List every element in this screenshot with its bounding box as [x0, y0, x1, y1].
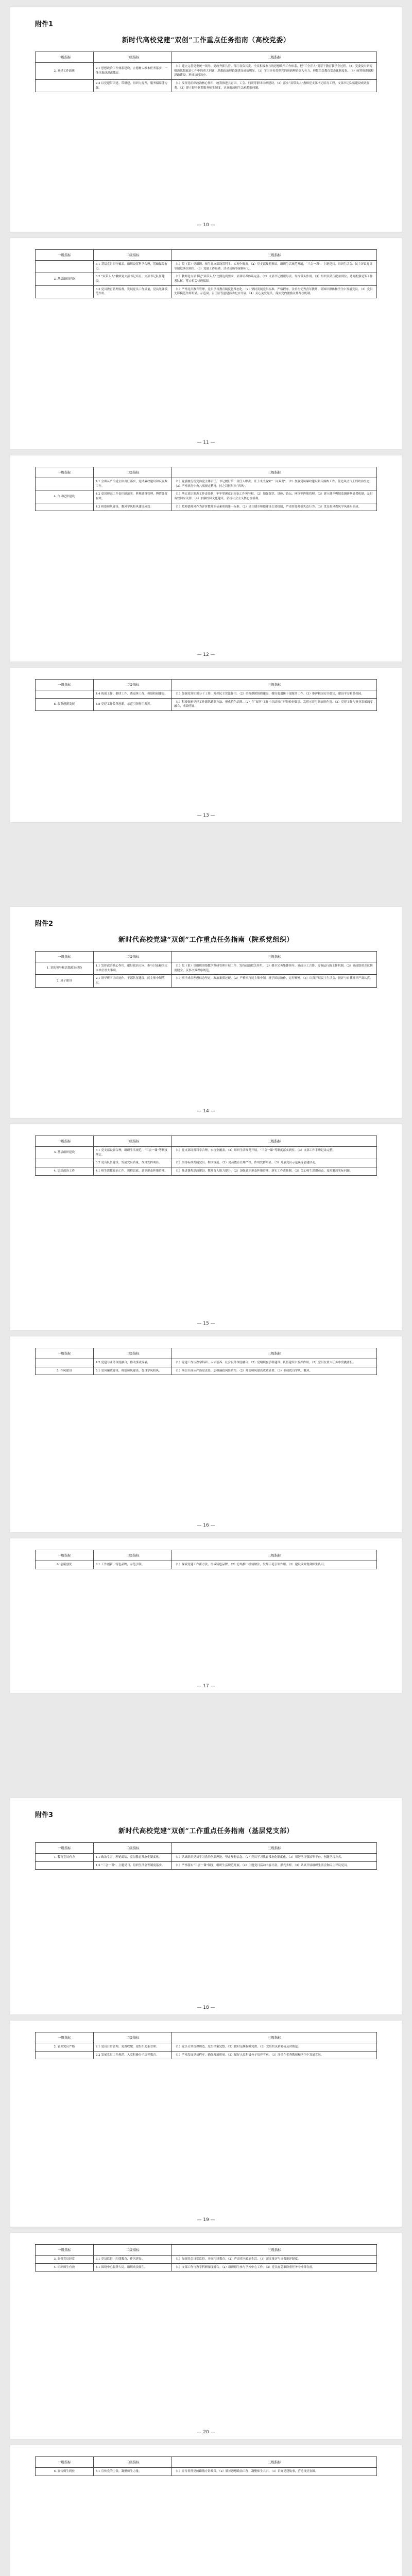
- column-header: 二级指标: [93, 2245, 171, 2256]
- level3-cell: （1）发挥党组织政治核心作用，统筹推进共青团、工会、妇联等群团组织建设。（2）落实“双带头人”教师党支部书记培育工程，支部书记队伍建设成效显著。（3）建立健全联系服务师生制度，认真解决师生急难愁盼问题。: [172, 79, 377, 92]
- table-row: [36, 2468, 377, 2476]
- level1-cell: [36, 1359, 94, 1367]
- level2-cell: 4.2 党建与业务深度融合，推动事业发展。: [93, 1359, 171, 1367]
- level3-cell: （1）建立完善党委统一领导、党政齐抓共管、部门各负其责、全员积极参与的思想政治工作体系，把“三全育人”贯穿于教育教学全过程。（2）党委及时研究解决思想政治工作中的重大问题，思想政治理论课建设成效明显。（3）学习宣传贯彻党的创新理论深入有力，理想信念教育常态化制度化。（4）统筹推进课程思政建设，形成协同效应。: [172, 63, 377, 80]
- level3-cell: （1）加强党外知识分子工作，发挥民主党派作用。（2）重视群团组织建设，做好离退休干部服务工作。（3）维护校园安全稳定，建设平安和谐校园。: [172, 690, 377, 699]
- level1-cell: [36, 261, 94, 273]
- level1-cell: 1. 教育党员有力: [36, 1854, 94, 1862]
- column-header: 一级指标: [36, 2457, 94, 2468]
- doc-page: [10, 7, 402, 232]
- table-header-row: [36, 1843, 377, 1854]
- doc-page: [10, 1538, 402, 1693]
- page-number: — 20 —: [197, 2430, 215, 2435]
- task-table: [35, 2456, 377, 2476]
- column-header: 一级指标: [36, 1136, 94, 1147]
- column-header: 二级指标: [93, 680, 171, 690]
- level1-cell: 2. 党建工作载体: [36, 63, 94, 80]
- level1-cell: 5. 宣传师生到位: [36, 2468, 94, 2476]
- level3-cell: （1）积极探索党建工作新思路新方法，形成特色品牌。（2）在“双创”工作中总结推广好经验好做法，发挥示范引领辐射作用。（3）党建工作与事业发展深度融合，成效明显。: [172, 698, 377, 710]
- column-header: 三级指标: [172, 1843, 377, 1854]
- task-table: [35, 1348, 377, 1375]
- column-header: 二级指标: [93, 1550, 171, 1561]
- level2-cell: 4.1 师生思想政治工作，课程思政，意识形态阵地管理。: [93, 1167, 171, 1175]
- level2-cell: 1.1 政治学习，理论武装，党员教育常态化制度化。: [93, 1854, 171, 1862]
- level3-cell: （1）推进课程思政建设，教师育人能力提升。（2）加强意识形态阵地管理，落实工作责任制。（3）关心师生思想动态，及时解决实际问题。: [172, 1167, 377, 1175]
- table-row: [36, 975, 377, 987]
- table-header-row: [36, 52, 377, 63]
- doc-page: [10, 1336, 402, 1532]
- level2-cell: 2.1 思想政治工作体系建设，立德树人根本任务落实，一体化推进思政教育。: [93, 63, 171, 80]
- level2-cell: 4.2 意识形态工作责任制落实，阵地建设管理，舆情处置有效。: [93, 490, 171, 503]
- table-row: [36, 2051, 377, 2059]
- task-table: [35, 1136, 377, 1176]
- level2-cell: 4.1 全面从严治党主体责任落实，党风廉政建设和反腐败工作。: [93, 478, 171, 490]
- table-row: [36, 285, 377, 298]
- column-header: 一级指标: [36, 467, 94, 478]
- doc-page: [10, 2233, 402, 2439]
- page-number: — 10 —: [197, 223, 215, 228]
- level1-cell: 3. 基层组织建设: [36, 1147, 94, 1159]
- table-row: [36, 63, 377, 80]
- level3-cell: （1）落实全面从严治党责任，加强廉政风险防控。（2）师德师风建设成效显著。（3）形成优良学风、教风。: [172, 1367, 377, 1375]
- page-number: — 15 —: [197, 1321, 215, 1326]
- table-row: [36, 962, 377, 975]
- task-table: [35, 2032, 377, 2059]
- task-table: [35, 1550, 377, 1569]
- column-header: 一级指标: [36, 2245, 94, 2256]
- level1-cell: 4. 组织师生有效: [36, 2263, 94, 2272]
- table-header-row: [36, 2245, 377, 2256]
- level1-cell: 5. 作风建设: [36, 1367, 94, 1375]
- column-header: 三级指标: [172, 680, 377, 690]
- table-row: [36, 478, 377, 490]
- level2-cell: 5.1 党风廉政建设，师德师风建设，优良学风校风。: [93, 1367, 171, 1375]
- level3-cell: （1）班子成员理想信念坚定，政治素质过硬。（2）严格执行民主集中制，班子团结协作，运行顺畅。（3）认真开展民主生活会，批评与自我批评严肃认真。: [172, 975, 377, 987]
- column-header: 三级指标: [172, 467, 377, 478]
- level1-cell: [36, 1159, 94, 1167]
- column-header: 一级指标: [36, 250, 94, 261]
- level1-cell: 6. 创新创优: [36, 1561, 94, 1569]
- level1-cell: 2. 管理党员严格: [36, 2043, 94, 2052]
- task-table: [35, 52, 377, 92]
- level2-cell: 3.1 基层党组织全覆盖，组织设置科学合理，基础保障有力。: [93, 261, 171, 273]
- level2-cell: 3.2 党员队伍建设，发展党员质量，作用发挥明显。: [93, 1159, 171, 1167]
- level1-cell: [36, 1861, 94, 1870]
- doc-page: [10, 668, 402, 822]
- attachment-label: 附件3: [35, 1811, 54, 1819]
- column-header: 二级指标: [93, 1348, 171, 1359]
- table-row: [36, 1861, 377, 1870]
- table-row: [36, 261, 377, 273]
- column-header: 三级指标: [172, 1348, 377, 1359]
- level3-cell: （1）加强党员日常监督，开展纪律教育。（2）严肃党内政治生活。（3）落实批评与自我批评制度。: [172, 2256, 377, 2264]
- level1-cell: [36, 503, 94, 511]
- task-table: [35, 249, 377, 298]
- doc-page: [10, 455, 402, 662]
- level3-cell: （1）党支部设置科学合理，实现全覆盖。（2）组织生活规范开展，“三会一课”等制度落实到位。（3）支部工作手册记录完整。: [172, 1147, 377, 1159]
- table-row: [36, 490, 377, 503]
- level2-cell: 1.1 发挥政治核心作用，把好政治方向，参与讨论和决定本单位重大事项。: [93, 962, 171, 975]
- column-header: 一级指标: [36, 952, 94, 962]
- level2-cell: 2.2 发展党员工作规范，入党积极分子培养教育。: [93, 2051, 171, 2059]
- page-number: — 17 —: [197, 1684, 215, 1689]
- task-table: [35, 951, 377, 988]
- level2-cell: 6.1 工作创新，特色品牌，示范引领。: [93, 1561, 171, 1569]
- column-header: 三级指标: [172, 2457, 377, 2468]
- level2-cell: 2.1 领导班子团结协作，干部队伍建设，民主集中制落实。: [93, 975, 171, 987]
- table-row: [36, 690, 377, 699]
- task-table: [35, 1842, 377, 1870]
- level2-cell: 2.1 党员日常管理，党费收缴，党组织关系管理。: [93, 2043, 171, 2052]
- doc-page: [10, 2021, 402, 2227]
- column-header: 二级指标: [93, 2032, 171, 2043]
- document-title: 新时代高校党建“双创”工作重点任务指南（高校党委）: [122, 37, 290, 44]
- table-row: [36, 1147, 377, 1159]
- page-number: — 11 —: [197, 440, 215, 445]
- level1-cell: [36, 478, 94, 490]
- level1-cell: [36, 79, 94, 92]
- level3-cell: （1）把师德师风作为评价教师队伍素质的第一标准。（2）建立健全师德建设长效机制，严肃查处师德失范行为。（3）优良校风教风学风逐步形成。: [172, 503, 377, 511]
- page-number: — 19 —: [197, 2217, 215, 2223]
- page-number: — 16 —: [197, 1523, 215, 1528]
- level1-cell: 2. 班子建设: [36, 975, 94, 987]
- column-header: 二级指标: [93, 467, 171, 478]
- document-title: 新时代高校党建“双创”工作重点任务指南（院系党组织）: [118, 936, 294, 944]
- column-header: 一级指标: [36, 680, 94, 690]
- page-number: — 18 —: [197, 2005, 215, 2010]
- level2-cell: 2.2 以党建带团建、带群建，组织力提升，服务保障能力强。: [93, 79, 171, 92]
- level3-cell: （1）院（系）党组织、师生党支部设置科学，实现全覆盖。（2）党支部按期换届，组织生活规范开展，“三会一课”、主题党日、组织生活会、民主评议党员等制度落实到位。（3）党建工作经费、活动场所等保障有力。: [172, 261, 377, 273]
- column-header: 二级指标: [93, 2457, 171, 2468]
- page-number: — 13 —: [197, 813, 215, 818]
- column-header: 三级指标: [172, 2245, 377, 2256]
- level2-cell: 3.1 党员监督，纪律教育，作风建设。: [93, 2256, 171, 2264]
- column-header: 三级指标: [172, 952, 377, 962]
- level1-cell: [36, 285, 94, 298]
- doc-page: [10, 2445, 402, 2576]
- table-row: [36, 698, 377, 710]
- column-header: 二级指标: [93, 1843, 171, 1854]
- attachment-label: 附件1: [35, 21, 54, 28]
- level1-cell: [36, 690, 94, 699]
- task-table: [35, 467, 377, 511]
- level3-cell: （1）支部工作与教学科研深度融合。（2）组织师生参与学校中心工作。（3）党员在急难险重任务中冲锋在前。: [172, 2263, 377, 2272]
- level2-cell: 4.5 党建工作改革创新，示范引领作用发挥。: [93, 698, 171, 710]
- level3-cell: （1）党委履行管党治党主体责任，书记履行第一责任人职责，班子成员落实“一岗双责”。（2）加强党风廉政建设和反腐败工作，营造风清气正的政治生态。（3）严格执行中央八项规定精神，持之以恒纠治“四风”。: [172, 478, 377, 490]
- level3-cell: （1）坚持标准发展党员，程序规范。（2）党员教育管理严格，作用发挥明显。（3）开展党员示范岗等创建活动。: [172, 1159, 377, 1167]
- level2-cell: 1.2 “三会一课”、主题党日、组织生活会等制度落实。: [93, 1861, 171, 1870]
- table-row: [36, 1167, 377, 1175]
- level2-cell: 5.1 宣传党的主张，凝聚师生力量。: [93, 2468, 171, 2476]
- doc-page: [10, 1798, 402, 2014]
- table-row: [36, 1359, 377, 1367]
- column-header: 三级指标: [172, 250, 377, 261]
- column-header: 三级指标: [172, 2032, 377, 2043]
- page-number: — 14 —: [197, 1109, 215, 1114]
- level1-cell: 3. 基层组织建设: [36, 273, 94, 285]
- level1-cell: [36, 2051, 94, 2059]
- page-number: — 12 —: [197, 652, 215, 657]
- level3-cell: （1）认真组织党员学习党的创新理论，坚定理想信念。（2）党员学习教育常态化制度化。（3）用好学习强国等平台，创新学习方式。: [172, 1854, 377, 1862]
- table-header-row: [36, 2457, 377, 2468]
- table-row: [36, 79, 377, 92]
- table-row: [36, 1854, 377, 1862]
- level2-cell: 4.3 师德师风建设，教风学风校风建设成效。: [93, 503, 171, 511]
- table-header-row: [36, 250, 377, 261]
- task-table: [35, 679, 377, 711]
- doc-page: [10, 1124, 402, 1330]
- task-table: [35, 2244, 377, 2272]
- doc-page: [10, 907, 402, 1118]
- column-header: 二级指标: [93, 52, 171, 63]
- column-header: 一级指标: [36, 1348, 94, 1359]
- table-row: [36, 1561, 377, 1569]
- table-row: [36, 1367, 377, 1375]
- column-header: 一级指标: [36, 1843, 94, 1854]
- doc-page: [10, 238, 402, 449]
- level2-cell: 4.4 统战工作、群团工作、离退休工作，和谐校园建设。: [93, 690, 171, 699]
- table-row: [36, 2256, 377, 2264]
- level2-cell: 3.1 党支部设置合理，组织生活规范，“三会一课”等制度落实。: [93, 1147, 171, 1159]
- column-header: 二级指标: [93, 250, 171, 261]
- table-header-row: [36, 952, 377, 962]
- table-row: [36, 1159, 377, 1167]
- level1-cell: 4. 作风纪律建设: [36, 490, 94, 503]
- attachment-label: 附件2: [35, 920, 54, 928]
- column-header: 三级指标: [172, 1550, 377, 1561]
- column-header: 三级指标: [172, 1136, 377, 1147]
- level1-cell: 3. 监督党员经常: [36, 2256, 94, 2264]
- column-header: 一级指标: [36, 52, 94, 63]
- column-header: 一级指标: [36, 1550, 94, 1561]
- level3-cell: （1）教师党支部书记“双带头人”比例达到要求，培训培养体系完善。（2）支部书记履职尽责，发挥带头作用。（3）组织员队伍配备到位，选好配强党务工作者队伍，落实相关待遇保障。: [172, 273, 377, 285]
- level3-cell: （1）党员日常管理规范，党员档案完整。（2）按时足额收缴党费。（3）党组织关系转接及时规范。: [172, 2043, 377, 2052]
- level3-cell: （1）党建工作与教学科研、人才培养、社会服务深度融合。（2）党组织在学科建设、队伍建设中发挥作用。（3）党员在重大任务中勇挑重担。: [172, 1359, 377, 1367]
- level2-cell: 4.1 围绕中心服务大局，组织动员师生。: [93, 2263, 171, 2272]
- table-header-row: [36, 1550, 377, 1561]
- table-header-row: [36, 1348, 377, 1359]
- level3-cell: （1）严格党员教育管理，党员学习教育制度化常态化。（2）坚持发展党员标准，严格程序，注重在优秀青年教师、高知识群体和学生中发展党员。（3）党员先锋模范作用明显，示范岗、责任区等创建活动扎实开展。（4）关心关爱党员，落实党内激励关怀帮扶机制。: [172, 285, 377, 298]
- table-row: [36, 2043, 377, 2052]
- column-header: 二级指标: [93, 1136, 171, 1147]
- column-header: 一级指标: [36, 2032, 94, 2043]
- level1-cell: 1. 党的领导和思想政治建设: [36, 962, 94, 975]
- level3-cell: （1）宣传贯彻党的路线方针政策。（2）做好思想政治工作，凝聚师生共识。（3）讲好党建故事，营造良好氛围。: [172, 2468, 377, 2476]
- table-header-row: [36, 1136, 377, 1147]
- table-header-row: [36, 2032, 377, 2043]
- level3-cell: （1）严格发展党员程序，确保发展质量。（2）做好入党积极分子培养考察。（3）注重在优秀教师和学生中发展党员。: [172, 2051, 377, 2059]
- table-row: [36, 503, 377, 511]
- level3-cell: （1）探索党建工作新方法，形成特色品牌。（2）总结推广经验做法，发挥示范引领作用。（3）建设成效得到师生认可。: [172, 1561, 377, 1569]
- level2-cell: 3.3 党员教育管理监督，发展党员工作质量，党员先锋模范作用。: [93, 285, 171, 298]
- table-row: [36, 273, 377, 285]
- level1-cell: 4. 思想政治工作: [36, 1167, 94, 1175]
- level3-cell: （1）落实意识形态工作责任制，牢牢掌握意识形态工作领导权。（2）加强课堂、讲座、论坛、网络等阵地管理。（3）建立健全舆情监测研判处置机制，及时有效回应关切。（4）加强校园文化建设，弘扬社会主义核心价值观。: [172, 490, 377, 503]
- column-header: 三级指标: [172, 52, 377, 63]
- level2-cell: 3.2 “双带头人”教师党支部书记培育，支部书记队伍建设。: [93, 273, 171, 285]
- level1-cell: 5. 改革创新发展: [36, 698, 94, 710]
- table-header-row: [36, 467, 377, 478]
- table-header-row: [36, 680, 377, 690]
- column-header: 二级指标: [93, 952, 171, 962]
- level3-cell: （1）院（系）党组织围绕教学科研管理开展工作，发挥政治把关作用。（2）健全完善集体领导、党政分工合作、协调运行的工作机制。（3）党政联席会议制度健全，议事决策程序规范。: [172, 962, 377, 975]
- table-row: [36, 2263, 377, 2272]
- level3-cell: （1）严格落实“三会一课”制度，组织生活规范开展。（2）主题党日活动内容丰富，形式多样。（3）认真开展组织生活会和民主评议党员。: [172, 1861, 377, 1870]
- document-title: 新时代高校党建“双创”工作重点任务指南（基层党支部）: [118, 1827, 294, 1835]
